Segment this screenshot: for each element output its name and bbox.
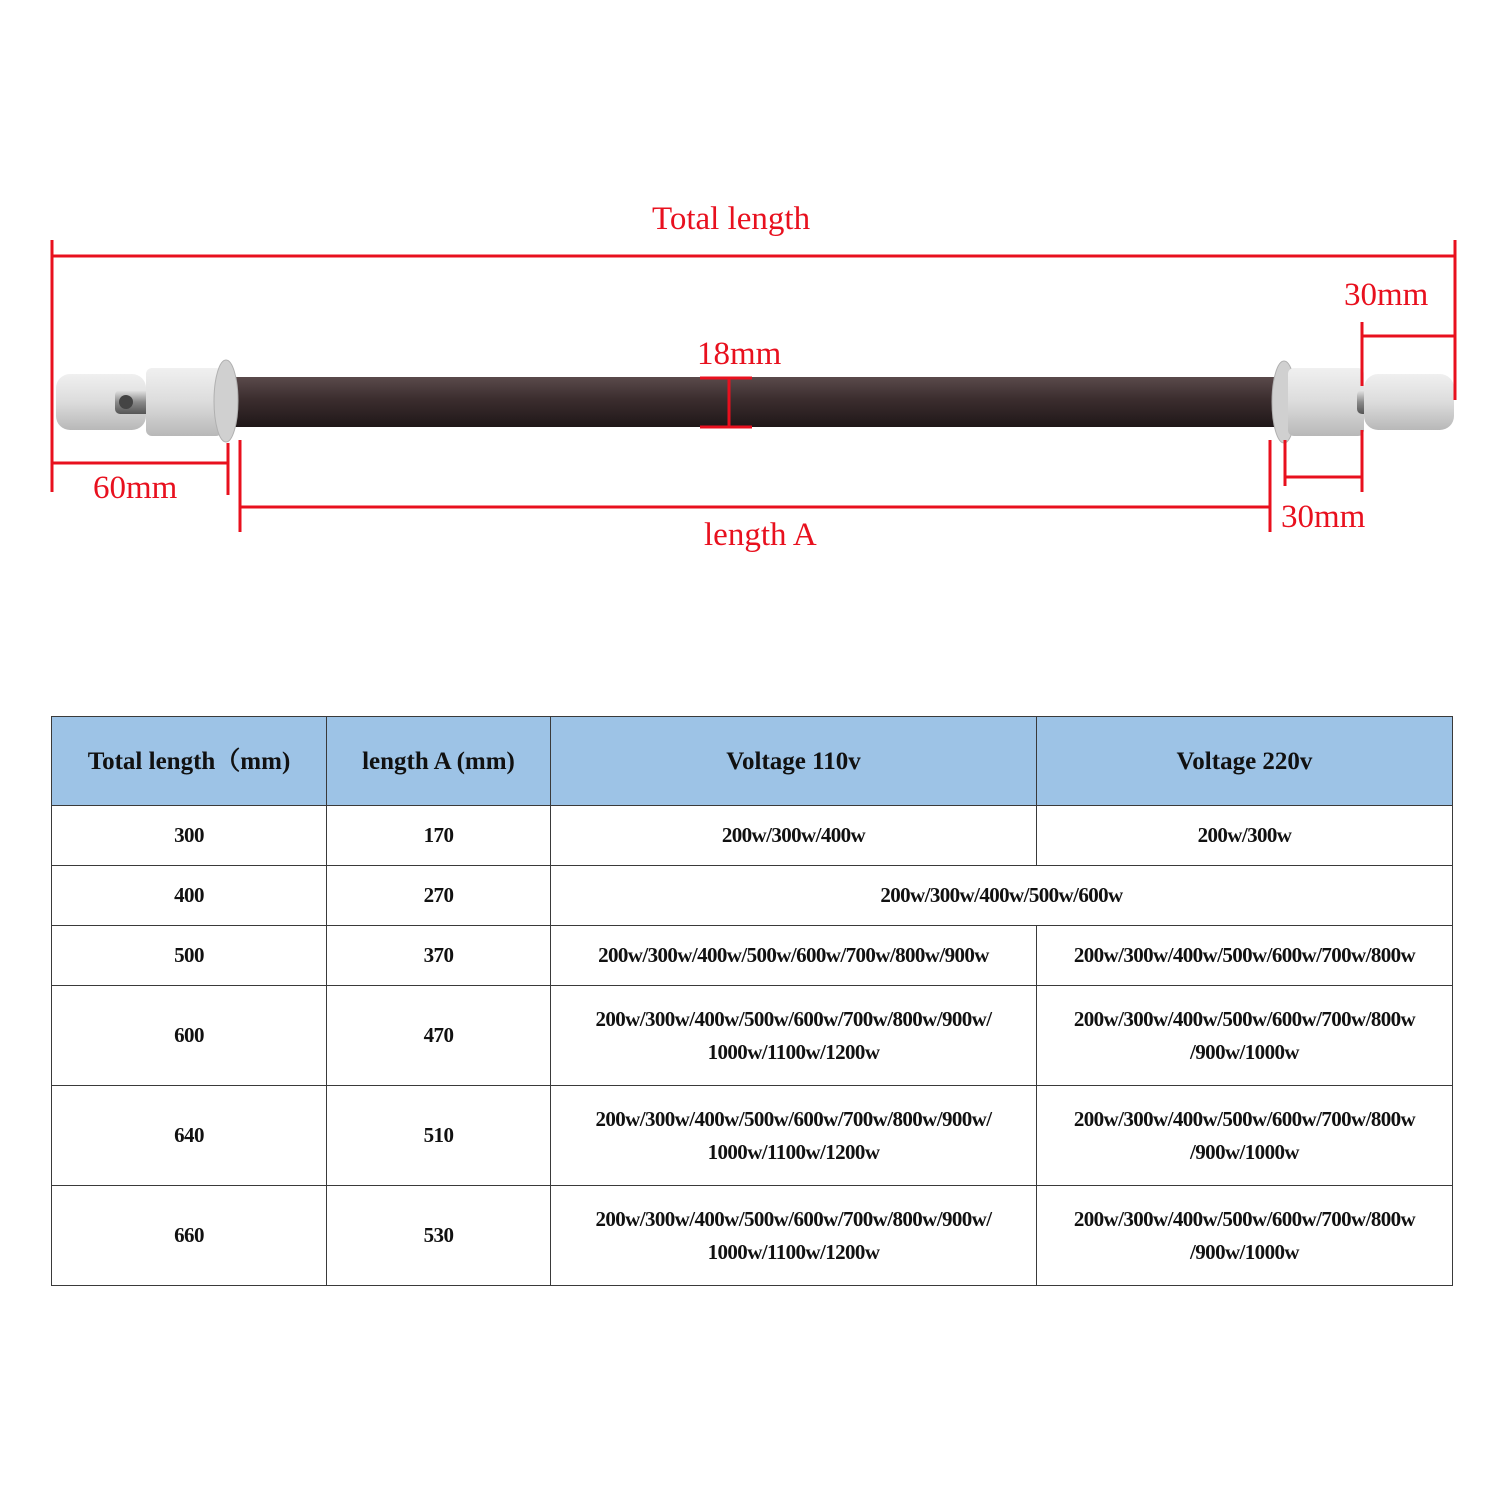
voltage-110-cell: 200w/300w/400w/500w/600w/700w/800w/900w — [551, 926, 1037, 986]
collar-dimension-label: 30mm — [1281, 499, 1366, 535]
voltage-110-text: 200w/300w/400w/500w/600w/700w/800w/900w/ 1000w/1100w/1200w — [595, 1106, 992, 1164]
voltage-220-cell — [1037, 1086, 1453, 1186]
table-row — [52, 1086, 1453, 1186]
total-length-label: Total length — [652, 201, 811, 237]
voltage-220-cell: 200w/300w — [1037, 806, 1453, 866]
voltage-110-cell — [551, 1086, 1037, 1186]
length-a-cell: 370 — [327, 926, 551, 986]
voltage-110-text: 200w/300w/400w/500w/600w/700w/800w/900w/ 1000w/1100w/1200w — [595, 1206, 992, 1264]
voltage-220-cell — [1037, 1186, 1453, 1286]
table-header-row — [52, 717, 1453, 806]
voltage-110-text: 200w/300w/400w/500w/600w/700w/800w/900w/ 1000w/1100w/1200w — [595, 1006, 992, 1064]
specification-table — [51, 716, 1453, 1286]
total-length-cell: 640 — [52, 1086, 327, 1186]
voltage-220-text: 200w/300w/400w/500w/600w/700w/800w /900w/1000w — [1073, 1106, 1416, 1164]
header-length-a: length A (mm) — [327, 717, 551, 806]
table-row — [52, 986, 1453, 1086]
table-row — [52, 806, 1453, 866]
header-voltage-220: Voltage 220v — [1037, 717, 1453, 806]
length-a-cell: 270 — [327, 866, 551, 926]
voltage-220-text: 200w/300w/400w/500w/600w/700w/800w /900w/1000w — [1073, 1006, 1416, 1064]
voltage-220-text: 200w/300w/400w/500w/600w/700w/800w /900w/1000w — [1073, 1206, 1416, 1264]
total-length-cell: 300 — [52, 806, 327, 866]
heating-tube — [233, 377, 1278, 427]
header-total-length: Total length（mm) — [52, 717, 327, 806]
voltage-110-cell: 200w/300w/400w — [551, 806, 1037, 866]
voltage-220-cell — [1037, 986, 1453, 1086]
header-voltage-110: Voltage 110v — [551, 717, 1037, 806]
voltage-110-cell — [551, 1186, 1037, 1286]
left-ceramic-end — [56, 360, 238, 442]
total-length-cell: 500 — [52, 926, 327, 986]
table-row — [52, 1186, 1453, 1286]
voltage-110-cell — [551, 986, 1037, 1086]
total-length-cell: 600 — [52, 986, 327, 1086]
left-cap-dimension-label: 60mm — [93, 470, 178, 506]
end-cap-dimension-label: 30mm — [1344, 277, 1429, 313]
heater-dimension-diagram — [0, 0, 1500, 650]
length-a-cell: 170 — [327, 806, 551, 866]
voltage-220-cell: 200w/300w/400w/500w/600w/700w/800w — [1037, 926, 1453, 986]
length-a-cell: 510 — [327, 1086, 551, 1186]
length-a-label: length A — [704, 517, 817, 553]
diameter-label: 18mm — [697, 336, 782, 372]
table-row — [52, 926, 1453, 986]
length-a-cell: 470 — [327, 986, 551, 1086]
voltage-merged-cell: 200w/300w/400w/500w/600w — [551, 866, 1453, 926]
length-a-cell: 530 — [327, 1186, 551, 1286]
table-row — [52, 866, 1453, 926]
total-length-cell: 400 — [52, 866, 327, 926]
total-length-cell: 660 — [52, 1186, 327, 1286]
